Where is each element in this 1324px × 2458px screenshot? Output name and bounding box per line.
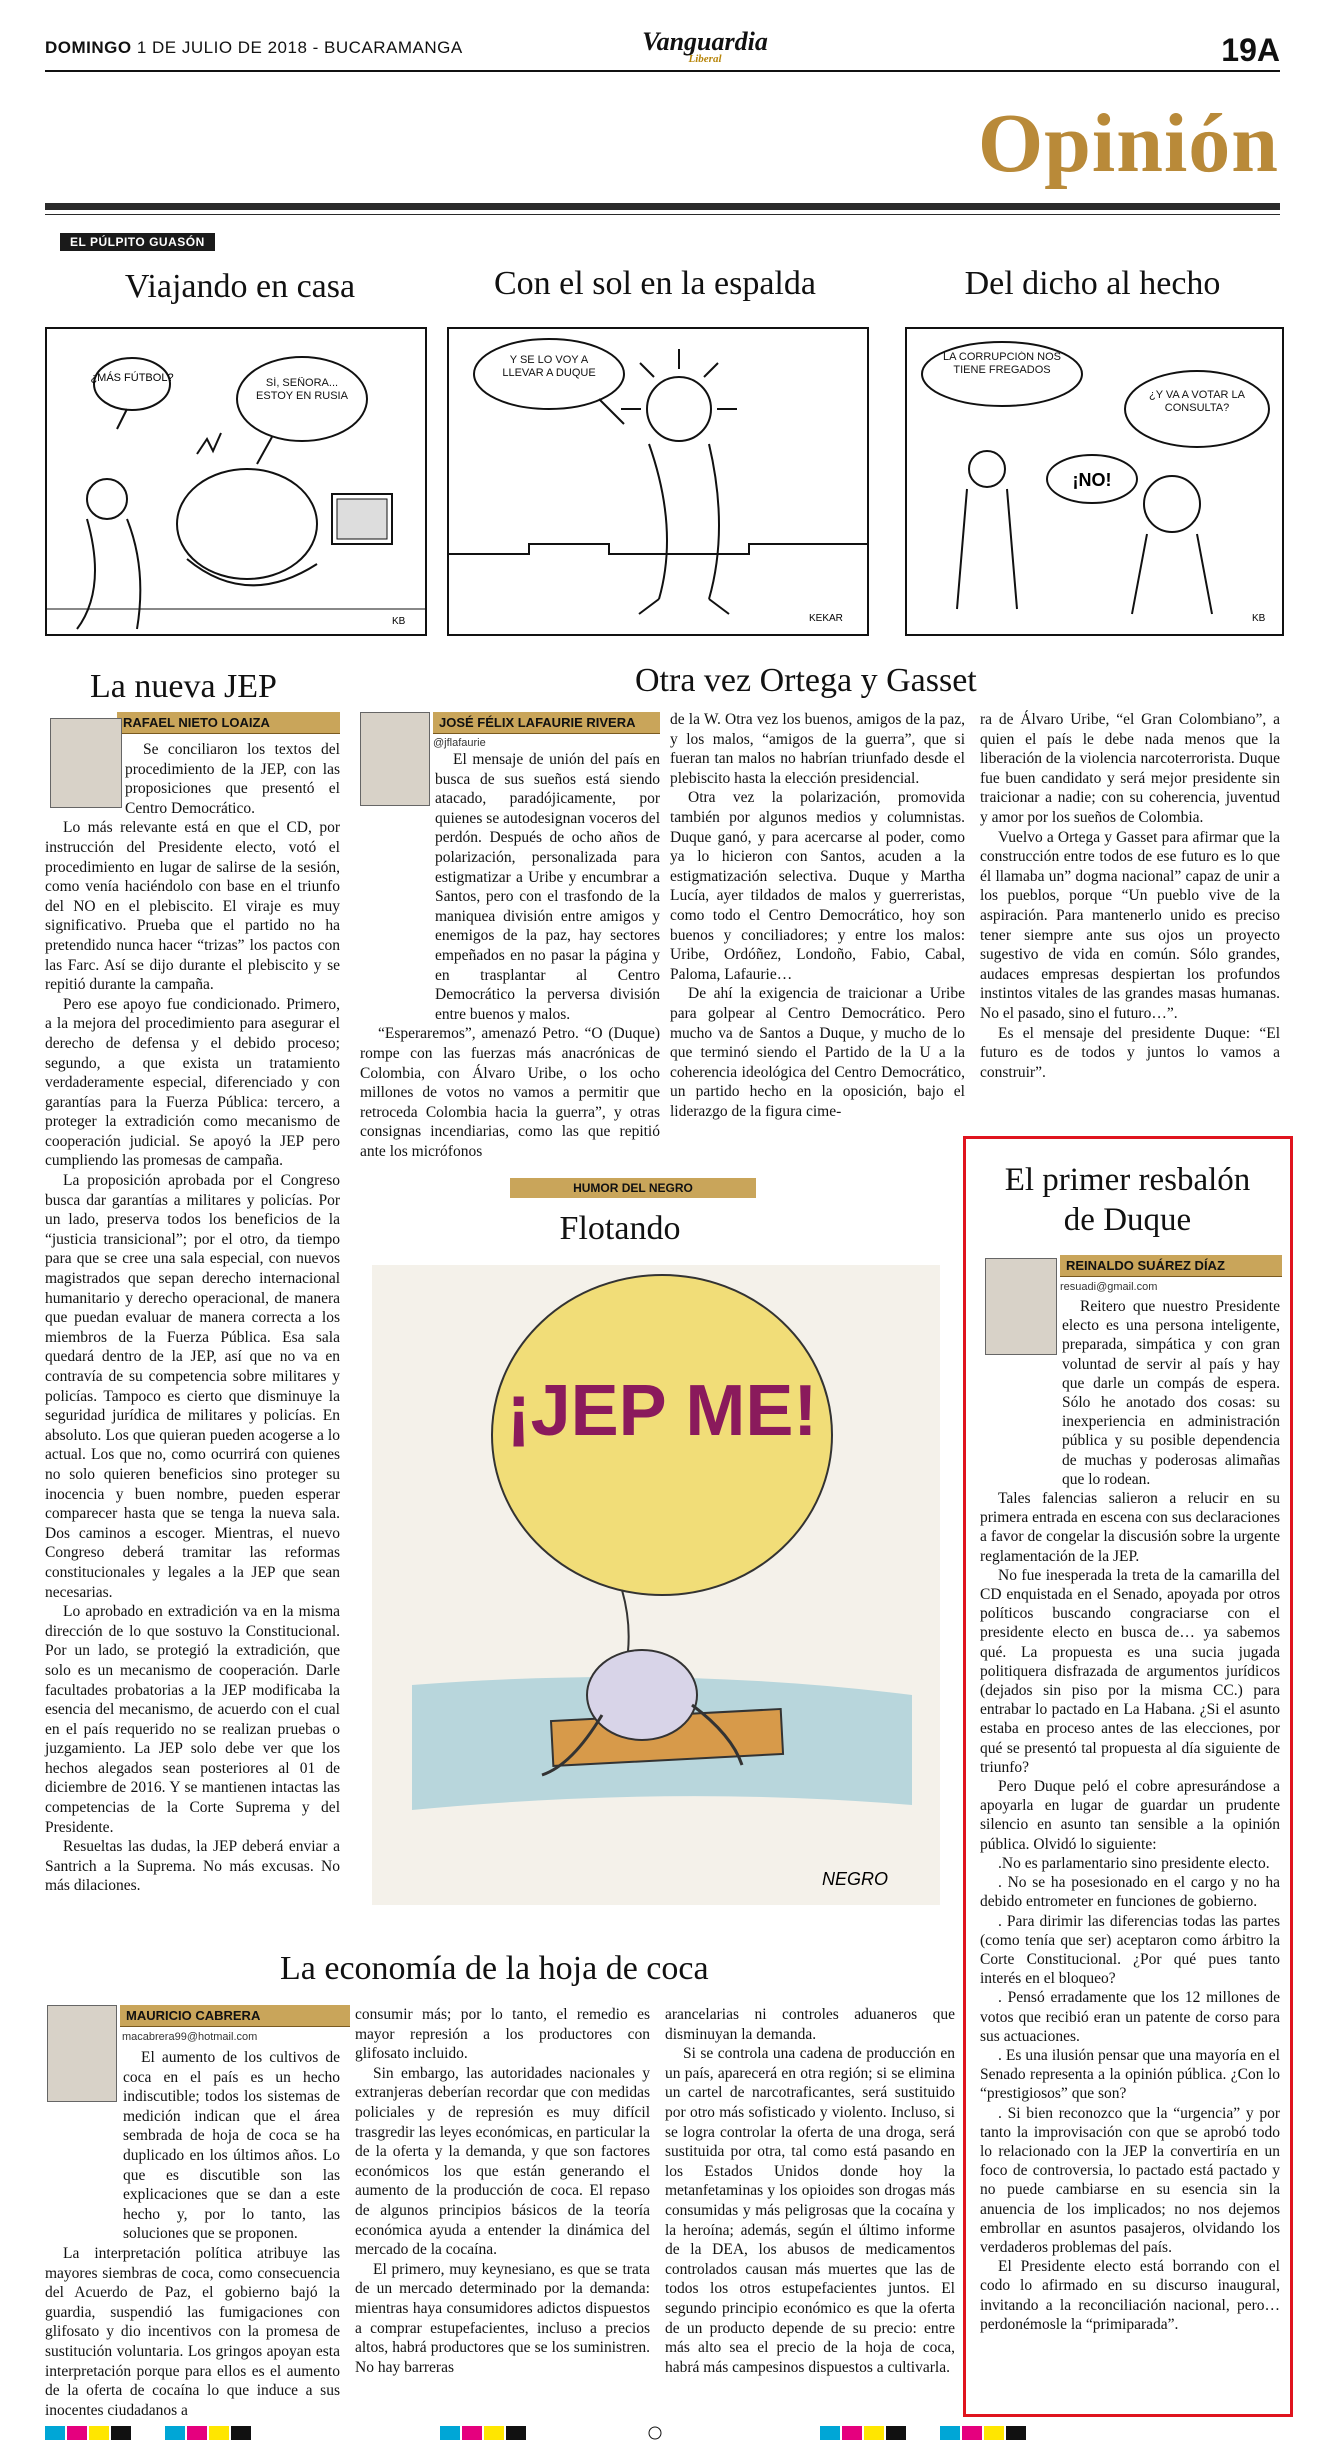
cartoon-signature-3: KB [1252, 613, 1266, 624]
coca-paragraph: El aumento de los cultivos de coca en el país es un hecho indiscutible; todos los sistemas de medición indican que el área sembrada de hoja de coca se ha duplicado en los últimos años. Lo que es discutible son las explicaciones que se dan a este hecho y, por lo tanto, las soluciones que se proponen. [123, 2049, 340, 2243]
duque-headline-line-2: de Duque [1063, 1202, 1192, 1238]
cartoon-panel-2 [447, 327, 869, 636]
duque-paragraph: . Pensó erradamente que los 12 millones de votos que recibió eran un patente de corso para sus actuaciones. [980, 1989, 1280, 2045]
masthead-logo [605, 27, 805, 65]
cartoon-panel-1 [45, 327, 427, 636]
coca-paragraph: Sin embargo, las autoridades nacionales y extranjeras deberían recordar que con medidas policiales y de represión es muy difícil trasgredir las leyes económicas, en particular la de la oferta y la demanda, y que son factores económicos los que están generando el aumento de la producción de coca. El repaso de algunos principios básicos de la teoría económica ayuda a entender la dinámica del mercado de la cocaína. [355, 2064, 650, 2259]
duque-paragraph: . Si bien reconozco que la “urgencia” y por tanto la improvisación con que se aprobó todo lo relacionado con la JEP la convertiría en un foco de controversia, lo pactado está pactado y no puede cambiarse en su esencia sin la anuencia de los implicados; no nos dejemos embrollar en asuntos pasajeros, olvidando los verdaderos problemas del país. [980, 2104, 1280, 2256]
duque-paragraph: . No se ha posesionado en el cargo y no ha debido entrometer en funciones de gobierno. [980, 1874, 1280, 1911]
ortega-handle: @jflafaurie [433, 737, 486, 749]
coca-headline: La economía de la hoja de coca [280, 1950, 709, 1987]
duque-paragraph: El Presidente electo está borrando con el codo lo afirmado en su discurso inaugural, invitando a la reconciliación nacional, pero… perdonémosle la “primiparada”. [980, 2258, 1280, 2333]
duque-paragraph: Pero Duque peló el cobre apresurándose a apoyarla en lugar de guardar un prudente silencio en asunto tan sensible a la opinión pública. Olvidó lo siguiente: [980, 1778, 1280, 1853]
section-rule [45, 203, 1280, 210]
humor-bubble-text: ¡JEP ME! [506, 1371, 818, 1451]
jep-paragraph: Lo más relevante está en que el CD, por instrucción del Presidente electo, votó el procedimiento en lugar de salirse de la sesión, como venía haciéndolo con base en el triunfo del NO en el plebiscito. El viraje es muy significativo. Prueba que el partido no ha pretendido nunca hacer “trizas” los pactos con las Farc. Así se dijo durante el plebiscito y se repitió durante la campaña. [45, 819, 340, 994]
day-label: DOMINGO [45, 38, 132, 57]
cartoon-kicker: EL PÚLPITO GUASÓN [60, 233, 215, 251]
ortega-col-2 [670, 710, 965, 1121]
coca-col-3 [665, 2005, 955, 2377]
cartoon-title-2: Con el sol en la espalda [494, 265, 816, 302]
jep-paragraph: Lo aprobado en extradición va en la misma dirección de lo que sostuvo la Constitucional. Por un lado, se protegió la extradición, que solo es un mecanismo de cooperación. Darle facultades probatorias a la JEP modificaba la esencia del mecanismo, de acuerdo con el cual en el país requerido no se realizan pruebas o juzgamiento. La JEP solo debe ver que los hechos alegados sean posteriores al 01 de diciembre de 2016. Y se mantienen intactas las competencias de la Corte Suprema y del Presidente. [45, 1603, 340, 1836]
humor-signature: NEGRO [822, 1869, 889, 1889]
ortega-col-1 [360, 750, 660, 1161]
ortega-paragraph: Es el mensaje del presidente Duque: “El futuro es de todos y juntos lo vamos a construir”. [980, 1024, 1280, 1081]
bubble-text-2: ¿Y VA A VOTAR LA CONSULTA? [1149, 389, 1245, 414]
coca-email: macabrera99@hotmail.com [122, 2031, 258, 2043]
ortega-paragraph: ra de Álvaro Uribe, “el Gran Colombiano”, a quien el país le debe nada menos que la liberación de la violencia narcoterrorista. Duque fue buen candidato y será mejor presidente sin traicionar a nadie; con su coherencia, juventud y amor por los sueños de Colombia. [980, 711, 1280, 826]
cartoon-title-3: Del dicho al hecho [964, 265, 1221, 302]
cartoon-title-1: Viajando en casa [124, 268, 356, 305]
page-header [45, 27, 1280, 72]
duque-paragraph: No fue inesperada la treta de la camarilla del CD enquistada en el Senado, apoyada por otros políticos buscando congraciarse con el presidente electo en busca de… ya sabemos qué. La propuesta es una sucia jugada politiquera disfrazada de argumentos jurídicos (dejados sin piso por la misma CC.) para entrabar lo pactado en La Habana. ¿Si el asunto estaba en proceso antes de las elecciones, por qué se presentó tal propuesta al día siguiente de triunfo? [980, 1566, 1280, 1776]
ortega-paragraph: De ahí la exigencia de traicionar a Uribe para golpear al Centro Democrático. Pero mucho va de Santos a Duque, y mucho de lo que terminó siendo el Partido de la U a la coherencia ideológica del Centro Democrático, un partido hecho en la oposición, bajo el liderazgo de la figura cime- [670, 985, 965, 1120]
cartoon-drawing-3 [907, 329, 1282, 634]
ortega-paragraph: Otra vez la polarización, promovida también por algunos medios y columnistas. Duque ganó, y para acercarse al poder, como ya lo hicieron con Santos, acuden a la estigmatización selectiva. Duque y Martha Lucía, ayer tildados de malos y guerreristas, como todo el Centro Democrático, hoy son buenos y conciliadores; y entre los malos: Uribe, Ordóñez, Londoño, Fabio, Cabal, Paloma, Lafaurie… [670, 789, 965, 983]
cartoon-panel-3 [905, 327, 1284, 636]
duque-headline-line-1: El primer resbalón [1004, 1162, 1251, 1198]
date-line [45, 38, 463, 58]
jep-paragraph: Se conciliaron los textos del procedimiento de la JEP, con las proposiciones que presentó el Centro Democrático. [125, 741, 340, 817]
duque-email: resuadi@gmail.com [1060, 1281, 1158, 1293]
duque-paragraph: Tales falencias salieron a relucir en su primera entrada en escena con sus declaraciones a favor de congelar la discusión sobre la urgente reglamentación de la JEP. [980, 1490, 1280, 1565]
jep-paragraph: Resueltas las dudas, la JEP deberá enviar a Santrich a la Suprema. No más excusas. No más dilaciones. [45, 1838, 340, 1895]
duque-paragraph: . Es una ilusión pensar que una mayoría en el Senado representa a la opinión pública. ¿Con lo “prestigiosos” que son? [980, 2046, 1280, 2103]
section-title: Opinión [977, 97, 1279, 190]
ortega-col-3 [980, 710, 1280, 1082]
date-city: 1 DE JULIO DE 2018 - BUCARAMANGA [136, 38, 463, 57]
page-number: 19A [1221, 32, 1280, 68]
cartoon-drawing-2 [449, 329, 867, 634]
bubble-text-3: ¡NO! [1072, 470, 1112, 490]
bubble-text: Y SE LO VOY A LLEVAR A DUQUE [502, 354, 596, 379]
humor-drawing [372, 1265, 940, 1905]
section-rule-thin [45, 214, 1280, 215]
coca-paragraph: arancelarias ni controles aduaneros que disminuyan la demanda. [665, 2006, 955, 2043]
print-color-bar-right [820, 2426, 1050, 2440]
ortega-paragraph: de la W. Otra vez los buenos, amigos de la paz, y los malos, “amigos de la guerra”, que si fueran tan malos no habrían triunfado desde el plebiscito hasta la elección presidencial. [670, 711, 965, 787]
bubble-text-2: SÍ, SEÑORA... ESTOY EN RUSIA [256, 377, 348, 402]
jep-paragraph: La proposición aprobada por el Congreso busca dar garantías a militares y policías. Por un lado, preserva todos los beneficios de la “justicia transicional”; por el otro, da tiempo para que se cree una sala especial, con nuevos magistrados que sepan derecho internacional humanitario y derecho operacional, de manera que puedan evaluar de manera correcta a los miembros de la Fuerza Pública. Esa sala quedará dentro de la JEP, así que no va en contravía de su competencia sobre militares y policías. Tampoco es cierto que disminuye la seguridad jurídica de militares y policías. En absoluto. Los que quieran pueden acogerse a lo actual. Los que no, como ocurrirá con quienes no solo quieren beneficios sino proteger su inocencia y buen nombre, pueden esperar comparecer hasta que se tenga la nueva sala. Dos caminos a escoger. Mientras, el nuevo Congreso deberá tramitar las reformas constitucionales y legales a la JEP que sean necesarias. [45, 1172, 340, 1601]
cartoon-signature-1: KB [392, 616, 406, 627]
cartoon-drawing-1 [47, 329, 425, 634]
coca-paragraph: El primero, muy keynesiano, es que se trata de un mercado determinado por la demanda: mientras haya consumidores adictos dispuestos a comprar estupefacientes, incluso a precios altos, habrá productores que se los suministren. No hay barreras [355, 2260, 650, 2376]
ortega-paragraph: “Esperaremos”, amenazó Petro. “O (Duque) rompe con las fuerzas más anacrónicas de Colombia, con Álvaro Uribe, o los ocho millones de votos no vamos a permitir que retroceda Colombia hacia la guerra”, y otras consignas incendiarias, como las que repitió ante los micrófonos [360, 1025, 660, 1160]
masthead-sub: Liberal [688, 53, 722, 65]
jep-paragraph: Pero ese apoyo fue condicionado. Primero, a la mejora del procedimiento para asegurar el derecho de defensa y el debido proceso; segundo, a que exista un tratamiento verdaderamente especial, diferenciado y con garantías para la Fuerza Pública: tercero, a proteger la extradición como mecanismo de cooperación judicial. Se apoyó la JEP pero cumpliendo las promesas de campaña. [45, 995, 340, 1170]
duque-paragraph: . Para dirimir las diferencias todas las partes (como tenía que ser) aceptaron como árbitro la Corte Constitucional. ¿Por qué pues tanto interés en el bloqueo? [980, 1912, 1280, 1988]
coca-col-1 [45, 2048, 340, 2420]
jep-body [45, 740, 340, 1896]
duque-paragraph: .No es parlamentario sino presidente electo. [998, 1854, 1270, 1872]
cartoon-signature-2: KEKAR [809, 613, 843, 624]
coca-col-2 [355, 2005, 650, 2377]
bubble-text: LA CORRUPCIÓN NOS TIENE FREGADOS [943, 351, 1061, 376]
ortega-paragraph: Vuelvo a Ortega y Gasset para afirmar que la construcción entre todos de ese futuro es lo que él llamaba un” dogma nacional” capaz de unir a los pueblos, porque “Un pueblo vive de la aspiración. Para mantenerlo unido es preciso tener siempre ante sus ojos un proyecto sugestivo de vida en común. Sólo grandes, audaces empresas despiertan los profundos instintos vitales de las grandes masas humanas. No el pasado, sino el futuro…”. [980, 828, 1280, 1022]
coca-paragraph: consumir más; por lo tanto, el remedio es mayor represión a los productores con glifosato incluido. [355, 2006, 650, 2063]
humor-kicker: HUMOR DEL NEGRO [510, 1178, 756, 1198]
duque-author: REINALDO SUÁREZ DÍAZ [1060, 1255, 1282, 1277]
duque-body [980, 1297, 1280, 2334]
duque-paragraph: Reitero que nuestro Presidente electo es una persona inteligente, preparada, simpática y con gran voluntad de servir al país y hay que darle un compás de espera. Sólo he anotado dos cosas: su inexperiencia en administración pública y su posible dependencia de muchas y poderosas alimañas que lo rodean. [1062, 1298, 1280, 1488]
print-color-bar-mid [440, 2426, 670, 2440]
print-color-bar-left [45, 2426, 275, 2440]
humor-cartoon [372, 1265, 940, 1905]
jep-author: RAFAEL NIETO LOAIZA [117, 712, 340, 734]
coca-paragraph: La interpretación política atribuye las mayores siembras de coca, como consecuencia del Acuerdo de Paz, el gobierno bajó la guardia, suspendió las fumigaciones con glifosato y dio incentivos con la promesa de sustitución voluntaria. Los gringos apoyan esta interpretación porque para ellos es el aumento de la oferta de cocaína lo que induce a sus inocentes ciudadanos a [45, 2244, 340, 2419]
ortega-headline: Otra vez Ortega y Gasset [635, 662, 977, 699]
coca-paragraph: Si se controla una cadena de producción en un país, aparecerá en otra región; si se elimina un cartel de narcotraficantes, será sustituido por otro más sofisticado y violento. Incluso, si se logra controlar la oferta de una droga, será sustituida por otra, tal como está pasando en los Estados Unidos donde hoy la metanfetaminas y los opioides son drogas más consumidas y más peligrosas que la cocaína y la heroína; además, según el último informe de la DEA, los abusos de medicamentos controlados causan más muertes que las de todos los otros estupefacientes juntos. El segundo principio económico es que la oferta de un producto depende de su precio: entre más alto sea el precio de la hoja de coca, habrá más campesinos dispuestos a cultivarla. [665, 2045, 955, 2376]
bubble-text: ¿MÁS FÚTBOL? [90, 372, 174, 384]
masthead-name: Vanguardia [642, 27, 768, 56]
duque-headline [975, 1160, 1280, 1240]
ortega-paragraph: El mensaje de unión del país en busca de sus sueños está siendo atacado, paradójicamente, por quienes se autodesignan voceros del perdón. Después de ocho años de polarización, personalizada para estigmatizar a Uribe y encumbrar a Santos, pero con el trasfondo de la maniquea división entre amigos y enemigos de la paz, hay sectores empeñados en no pasar la página y en trasplantar al Centro Democrático la perversa división entre buenos y malos. [435, 751, 660, 1023]
ortega-author: JOSÉ FÉLIX LAFAURIE RIVERA [433, 712, 660, 734]
humor-title: Flotando [559, 1210, 681, 1247]
coca-author: MAURICIO CABRERA [120, 2005, 350, 2027]
jep-headline: La nueva JEP [90, 668, 277, 705]
